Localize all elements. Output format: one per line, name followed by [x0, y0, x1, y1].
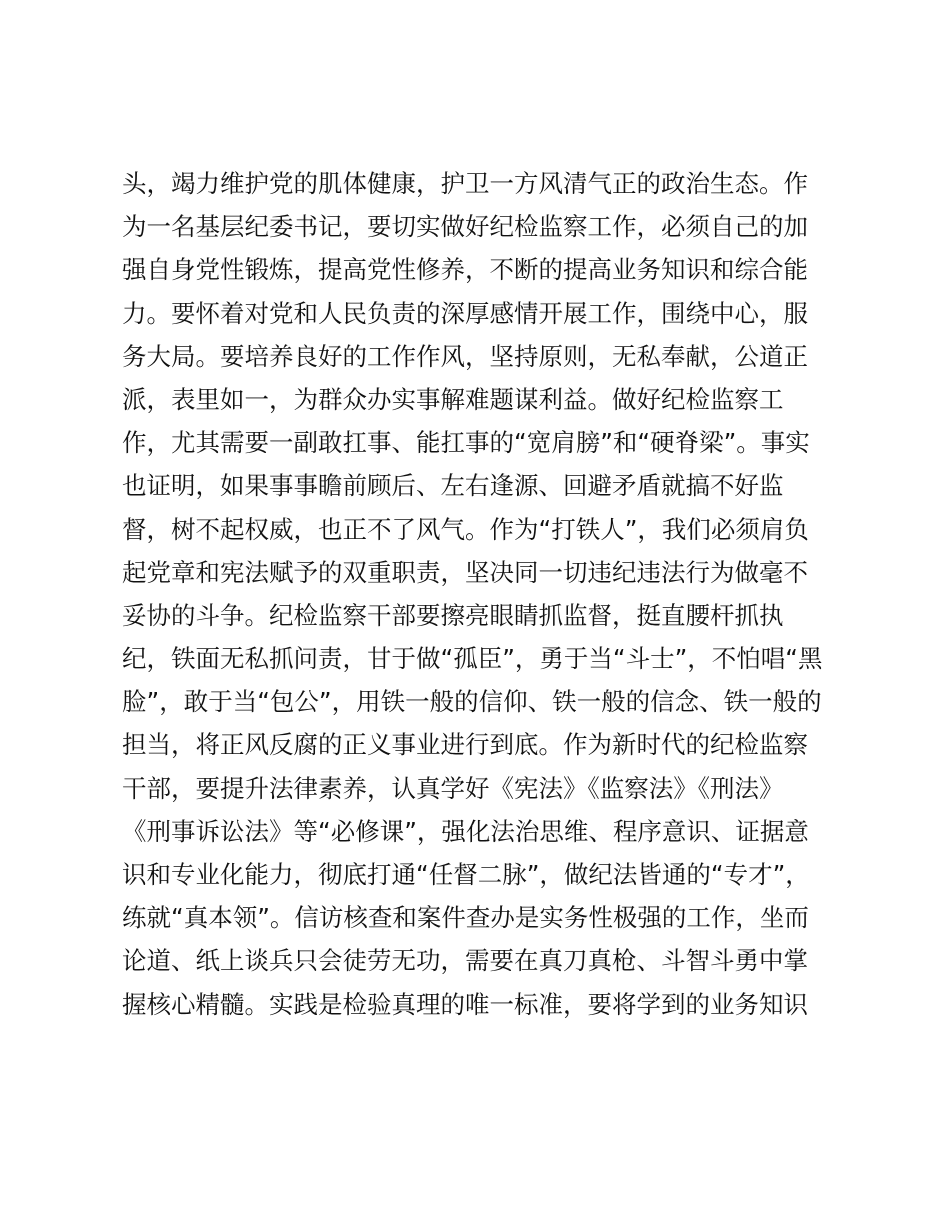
text-line: 为一名基层纪委书记，要切实做好纪检监察工作，必须自己的加 — [122, 212, 808, 242]
body-text — [122, 162, 842, 1026]
text-line: 作，尤其需要一副敢扛事、能扛事的“宽肩膀”和“硬脊梁”。事实 — [122, 428, 810, 458]
text-line: 担当，将正风反腐的正义事业进行到底。作为新时代的纪检监察 — [122, 730, 808, 760]
text-line: 也证明，如果事事瞻前顾后、左右逢源、回避矛盾就搞不好监 — [122, 471, 784, 501]
text-line: 论道、纸上谈兵只会徒劳无功，需要在真刀真枪、斗智斗勇中掌 — [122, 946, 808, 976]
text-line: 派，表里如一，为群众办实事解难题谋利益。做好纪检监察工 — [122, 384, 784, 414]
text-line: 练就“真本领”。信访核查和案件查办是实务性极强的工作，坐而 — [122, 903, 809, 933]
text-line: 强自身党性锻炼，提高党性修养，不断的提高业务知识和综合能 — [122, 255, 808, 285]
text-line: 握核心精髓。实践是检验真理的唯一标准，要将学到的业务知识 — [122, 989, 808, 1019]
text-line: 督，树不起权威，也正不了风气。作为“打铁人”，我们必须肩负 — [122, 514, 809, 544]
text-line: 识和专业化能力，彻底打通“任督二脉”，做纪法皆通的“专才”， — [122, 860, 810, 889]
text-line: 头，竭力维护党的肌体健康，护卫一方风清气正的政治生态。作 — [122, 169, 808, 198]
text-line: 《刑事诉讼法》等“必修课”，强化法治思维、程序意识、证据意 — [122, 816, 809, 846]
text-line: 干部，要提升法律素养，认真学好《宪法》《监察法》《刑法》 — [122, 773, 784, 803]
text-line: 力。要怀着对党和人民负责的深厚感情开展工作，围绕中心，服 — [122, 298, 808, 328]
text-line: 脸”，敢于当“包公”，用铁一般的信仰、铁一般的信念、铁一般的 — [122, 687, 822, 717]
text-line: 起党章和宪法赋予的双重职责，坚决同一切违纪违法行为做毫不 — [122, 557, 808, 587]
text-line: 妥协的斗争。纪检监察干部要擦亮眼睛抓监督，挺直腰杆抓执 — [122, 600, 784, 630]
text-line: 纪，铁面无私抓问责，甘于做“孤臣”，勇于当“斗士”，不怕唱“黑 — [122, 644, 823, 674]
text-line: 务大局。要培养良好的工作作风，坚持原则，无私奉献，公道正 — [122, 341, 808, 371]
